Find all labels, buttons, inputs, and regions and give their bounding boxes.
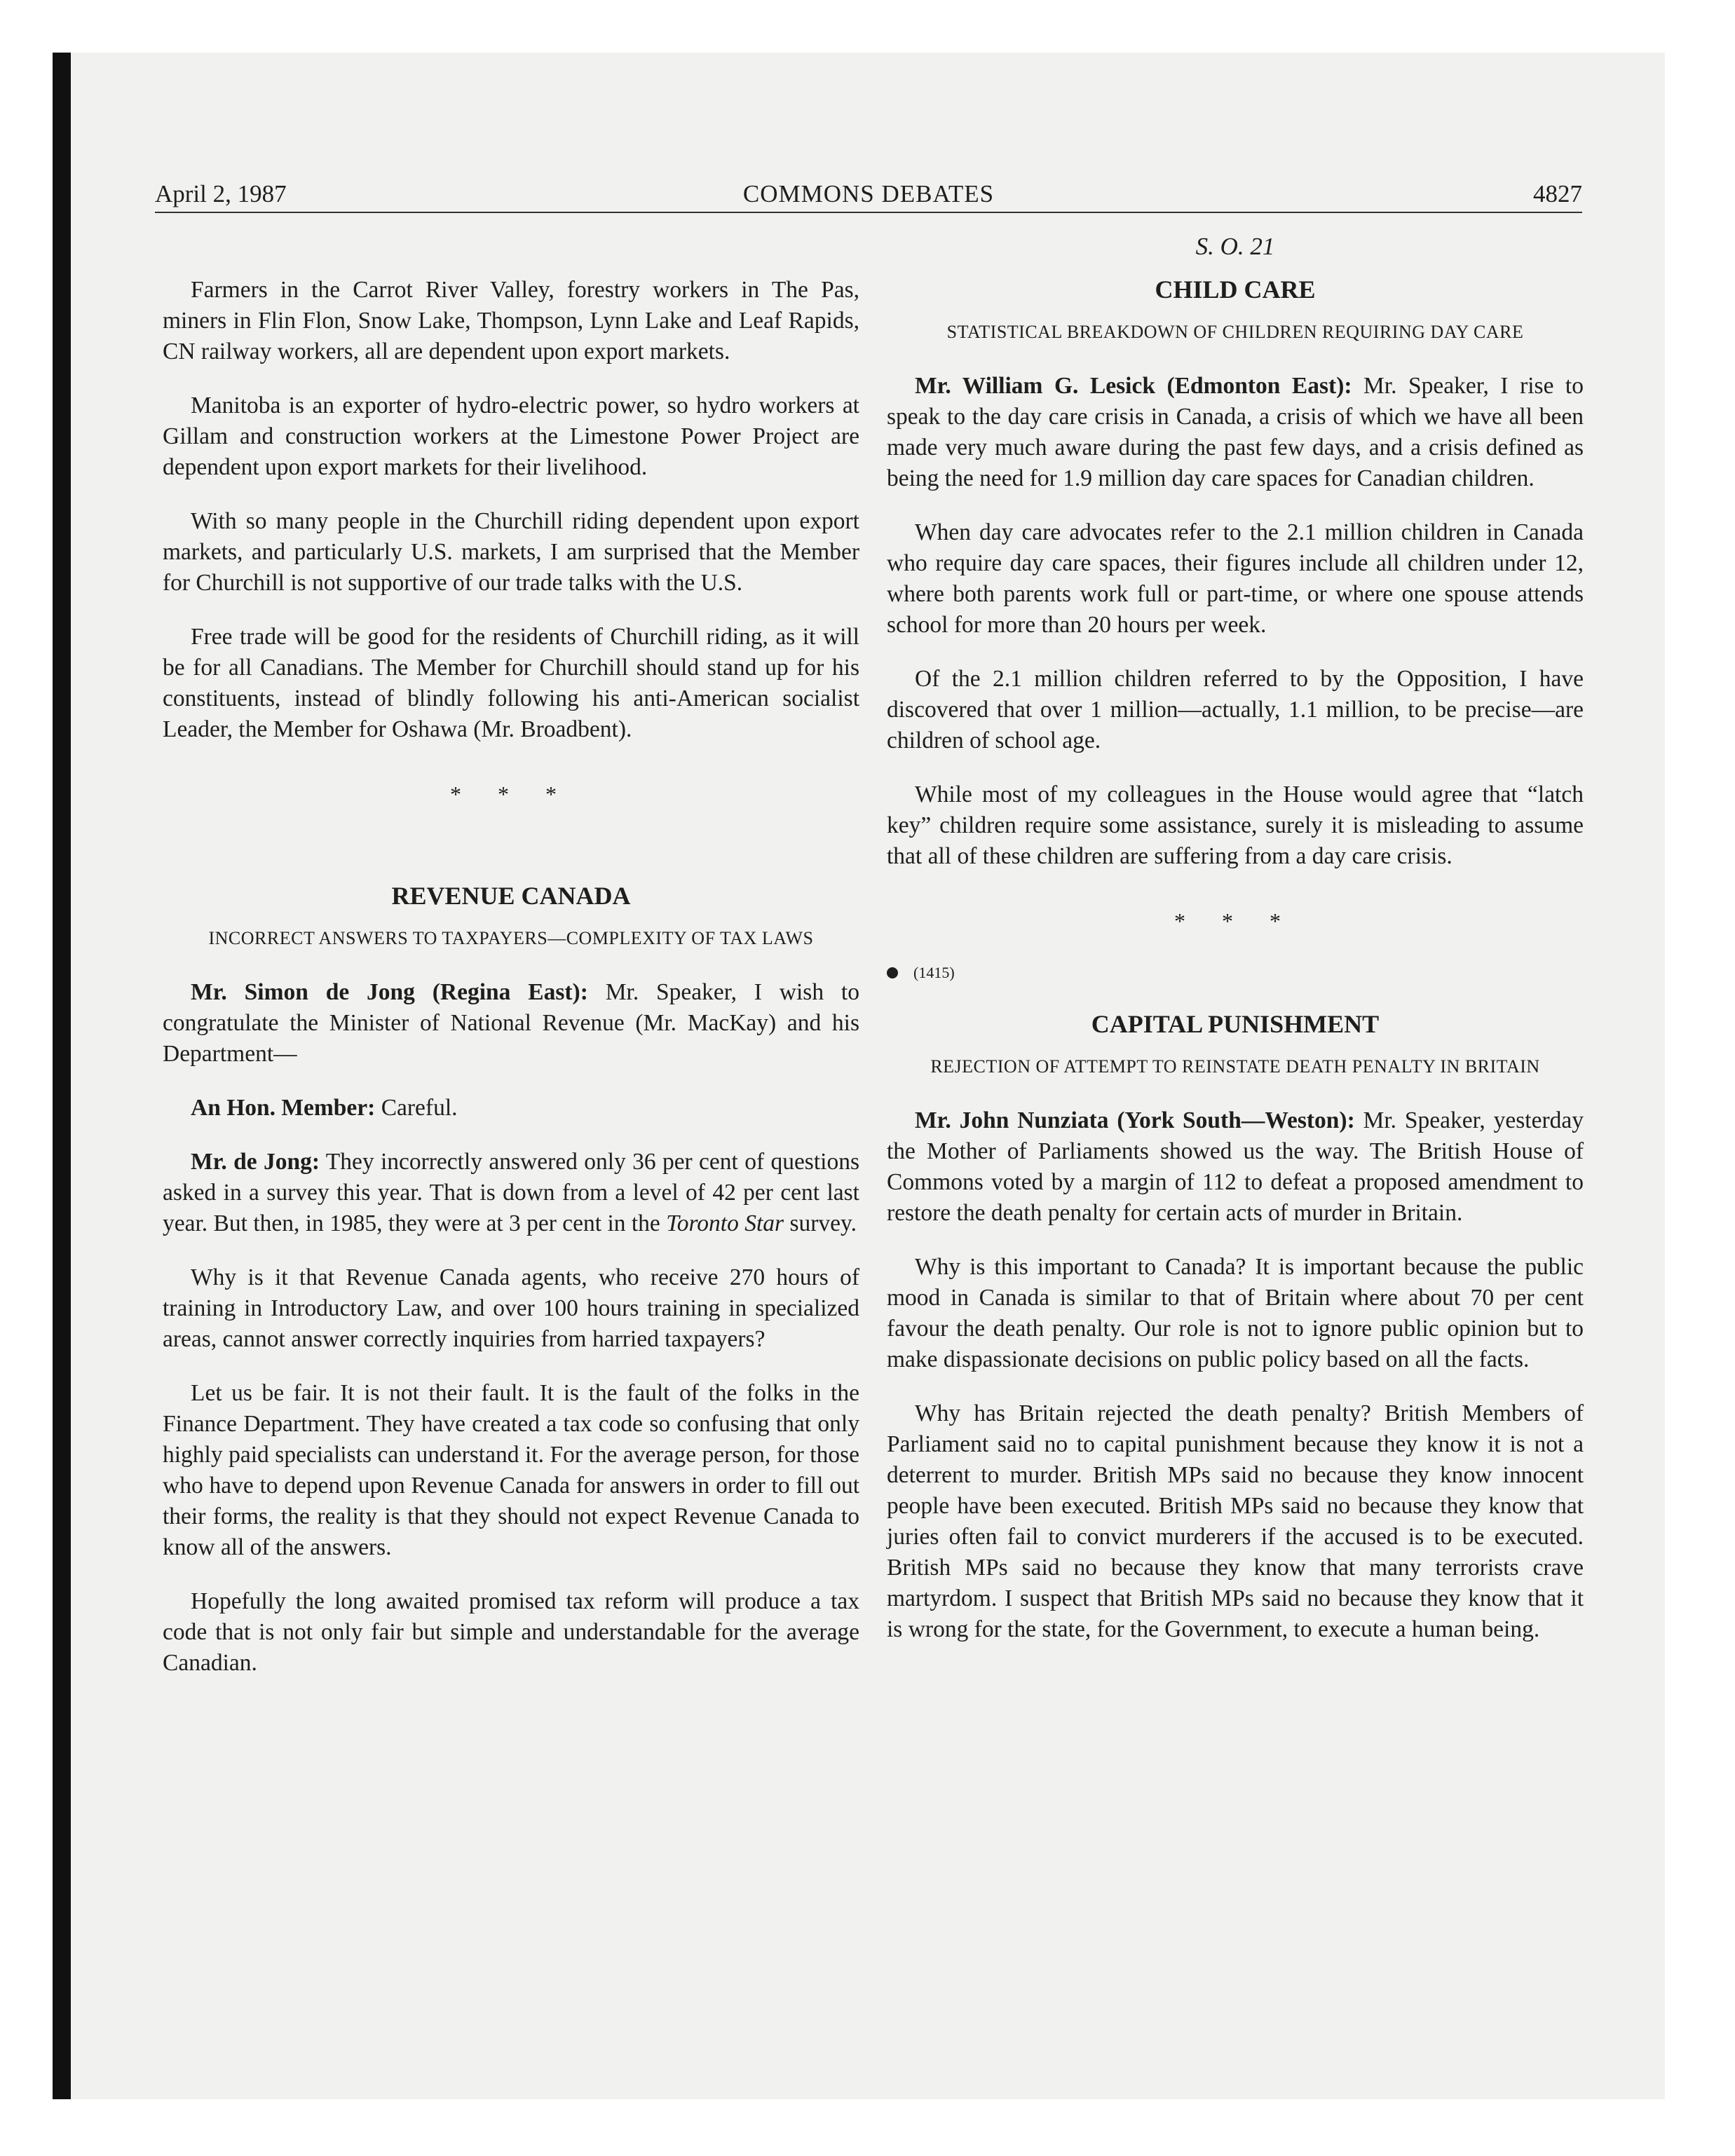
speech-paragraph	[163, 1093, 859, 1124]
left-column	[163, 231, 859, 1702]
speech-text: Careful.	[381, 1095, 458, 1121]
section-title-capital-punishment: CAPITAL PUNISHMENT	[1091, 1010, 1380, 1038]
speech-paragraph	[887, 371, 1584, 494]
speech-paragraph	[163, 1147, 859, 1239]
header-page-number: 4827	[1533, 180, 1582, 207]
section-title-revenue-canada: REVENUE CANADA	[391, 882, 631, 910]
speech-paragraph	[163, 977, 859, 1070]
paragraph: Let us be fair. It is not their fault. It is the fault of the folks in the Finance Department. They have created a tax code so confusing that only highly paid specialists can understand it. For the average person, for those who have to depend upon Revenue Canada for answers in order to fill out their forms, the reality is that they should not expect Revenue Canada to know all of the answers.	[163, 1380, 859, 1560]
publication-name: Toronto Star	[666, 1210, 784, 1236]
right-column	[887, 231, 1584, 1668]
paragraph: Of the 2.1 million children referred to by the Opposition, I have discovered that over 1 million—actually, 1.1 million, to be precise—are children of school age.	[887, 666, 1584, 753]
paragraph: When day care advocates refer to the 2.1 million children in Canada who require day care spaces, their figures include all children under 12, where both parents work full or part-time, or where one spouse attends school for more than 20 hours per week.	[887, 519, 1584, 638]
speaker-name: Mr. John Nunziata (York South—Weston):	[915, 1107, 1355, 1133]
timestamp-text: (1415)	[913, 964, 955, 981]
paragraph: Hopefully the long awaited promised tax reform will produce a tax code that is not only fair but simple and understandable for the average Canadian.	[163, 1588, 859, 1676]
speaker-name: Mr. Simon de Jong (Regina East):	[191, 979, 588, 1005]
paragraph: Why is it that Revenue Canada agents, who receive 270 hours of training in Introductory Law, and over 100 hours training in specialized areas, cannot answer correctly inquiries from harried taxpayers?	[163, 1264, 859, 1352]
paragraph: Why has Britain rejected the death penalty? British Members of Parliament said no to capital punishment because they know it is not a deterrent to murder. British MPs said no because they know innocent people have been executed. British MPs said no because they know that juries often fail to convict murderers if the accused is to be executed. British MPs said no because they know that many terrorists crave martyrdom. I suspect that British MPs said no because they know that it is wrong for the state, for the Government, to execute a human being.	[887, 1400, 1584, 1642]
section-title-child-care: CHILD CARE	[1155, 275, 1316, 303]
speaker-name: An Hon. Member:	[191, 1095, 376, 1121]
speech-text: Mr. Speaker, I wish to congratulate the Minister of National Revenue (Mr. MacKay) and his Department—	[163, 979, 859, 1067]
section-subtitle: INCORRECT ANSWERS TO TAXPAYERS—COMPLEXITY OF TAX LAWS	[208, 928, 814, 948]
paragraph: Why is this important to Canada? It is important because the public mood in Canada is similar to that of Britain where about 70 per cent favour the death penalty. Our role is not to ignore public opinion but to make dispassionate decisions on public policy based on all the facts.	[887, 1254, 1584, 1372]
section-separator: * * *	[1174, 908, 1296, 934]
bullet-icon	[887, 967, 898, 978]
speech-text: survey.	[789, 1210, 857, 1236]
paragraph: With so many people in the Churchill riding dependent upon export markets, and particularly U.S. markets, I am surprised that the Member for Churchill is not supportive of our trade talks with the U.S.	[163, 508, 859, 596]
speech-text: Mr. Speaker, I rise to speak to the day care crisis in Canada, a crisis of which we have all been made very much aware during the past few days, and a crisis defined as being the need for 1.9 million day care spaces for Canadian children.	[887, 373, 1584, 491]
standing-order-label: S. O. 21	[1195, 233, 1275, 260]
speech-text: Mr. Speaker, yesterday the Mother of Parliaments showed us the way. The British House of Commons voted by a margin of 112 to defeat a proposed amendment to restore the death penalty for certain acts of murder in Britain.	[887, 1107, 1584, 1226]
section-subtitle: REJECTION OF ATTEMPT TO REINSTATE DEATH PENALTY IN BRITAIN	[930, 1056, 1540, 1077]
speech-paragraph	[887, 1105, 1584, 1229]
paragraph: Farmers in the Carrot River Valley, forestry workers in The Pas, miners in Flin Flon, Snow Lake, Thompson, Lynn Lake and Leaf Rapids, CN railway workers, all are dependent upon export markets.	[163, 277, 859, 364]
header-publication: COMMONS DEBATES	[742, 180, 995, 207]
section-subtitle: STATISTICAL BREAKDOWN OF CHILDREN REQUIRING DAY CARE	[946, 322, 1524, 342]
paragraph: Manitoba is an exporter of hydro-electric power, so hydro workers at Gillam and construction workers at the Limestone Power Project are dependent upon export markets for their livelihood.	[163, 393, 859, 480]
paragraph: Free trade will be good for the residents of Churchill riding, as it will be for all Canadians. The Member for Churchill should stand up for his constituents, instead of blindly following his anti-American socialist Leader, the Member for Oshawa (Mr. Broadbent).	[163, 624, 859, 742]
paragraph: While most of my colleagues in the House would agree that “latch key” children require some assistance, surely it is misleading to assume that all of these children are suffering from a day care crisis.	[887, 782, 1584, 869]
timestamp	[887, 962, 1584, 983]
speaker-name: Mr. de Jong:	[191, 1149, 320, 1175]
speaker-name: Mr. William G. Lesick (Edmonton East):	[915, 373, 1352, 399]
scan-edge-bar	[53, 53, 71, 2099]
section-separator: * * *	[450, 782, 572, 807]
page-header	[155, 177, 1582, 213]
header-date: April 2, 1987	[155, 180, 287, 207]
speech-text: They incorrectly answered only 36 per cent of questions asked in a survey this year. That is down from a level of 42 per cent last year. But then, in 1985, they were at 3 per cent in the	[163, 1149, 859, 1236]
